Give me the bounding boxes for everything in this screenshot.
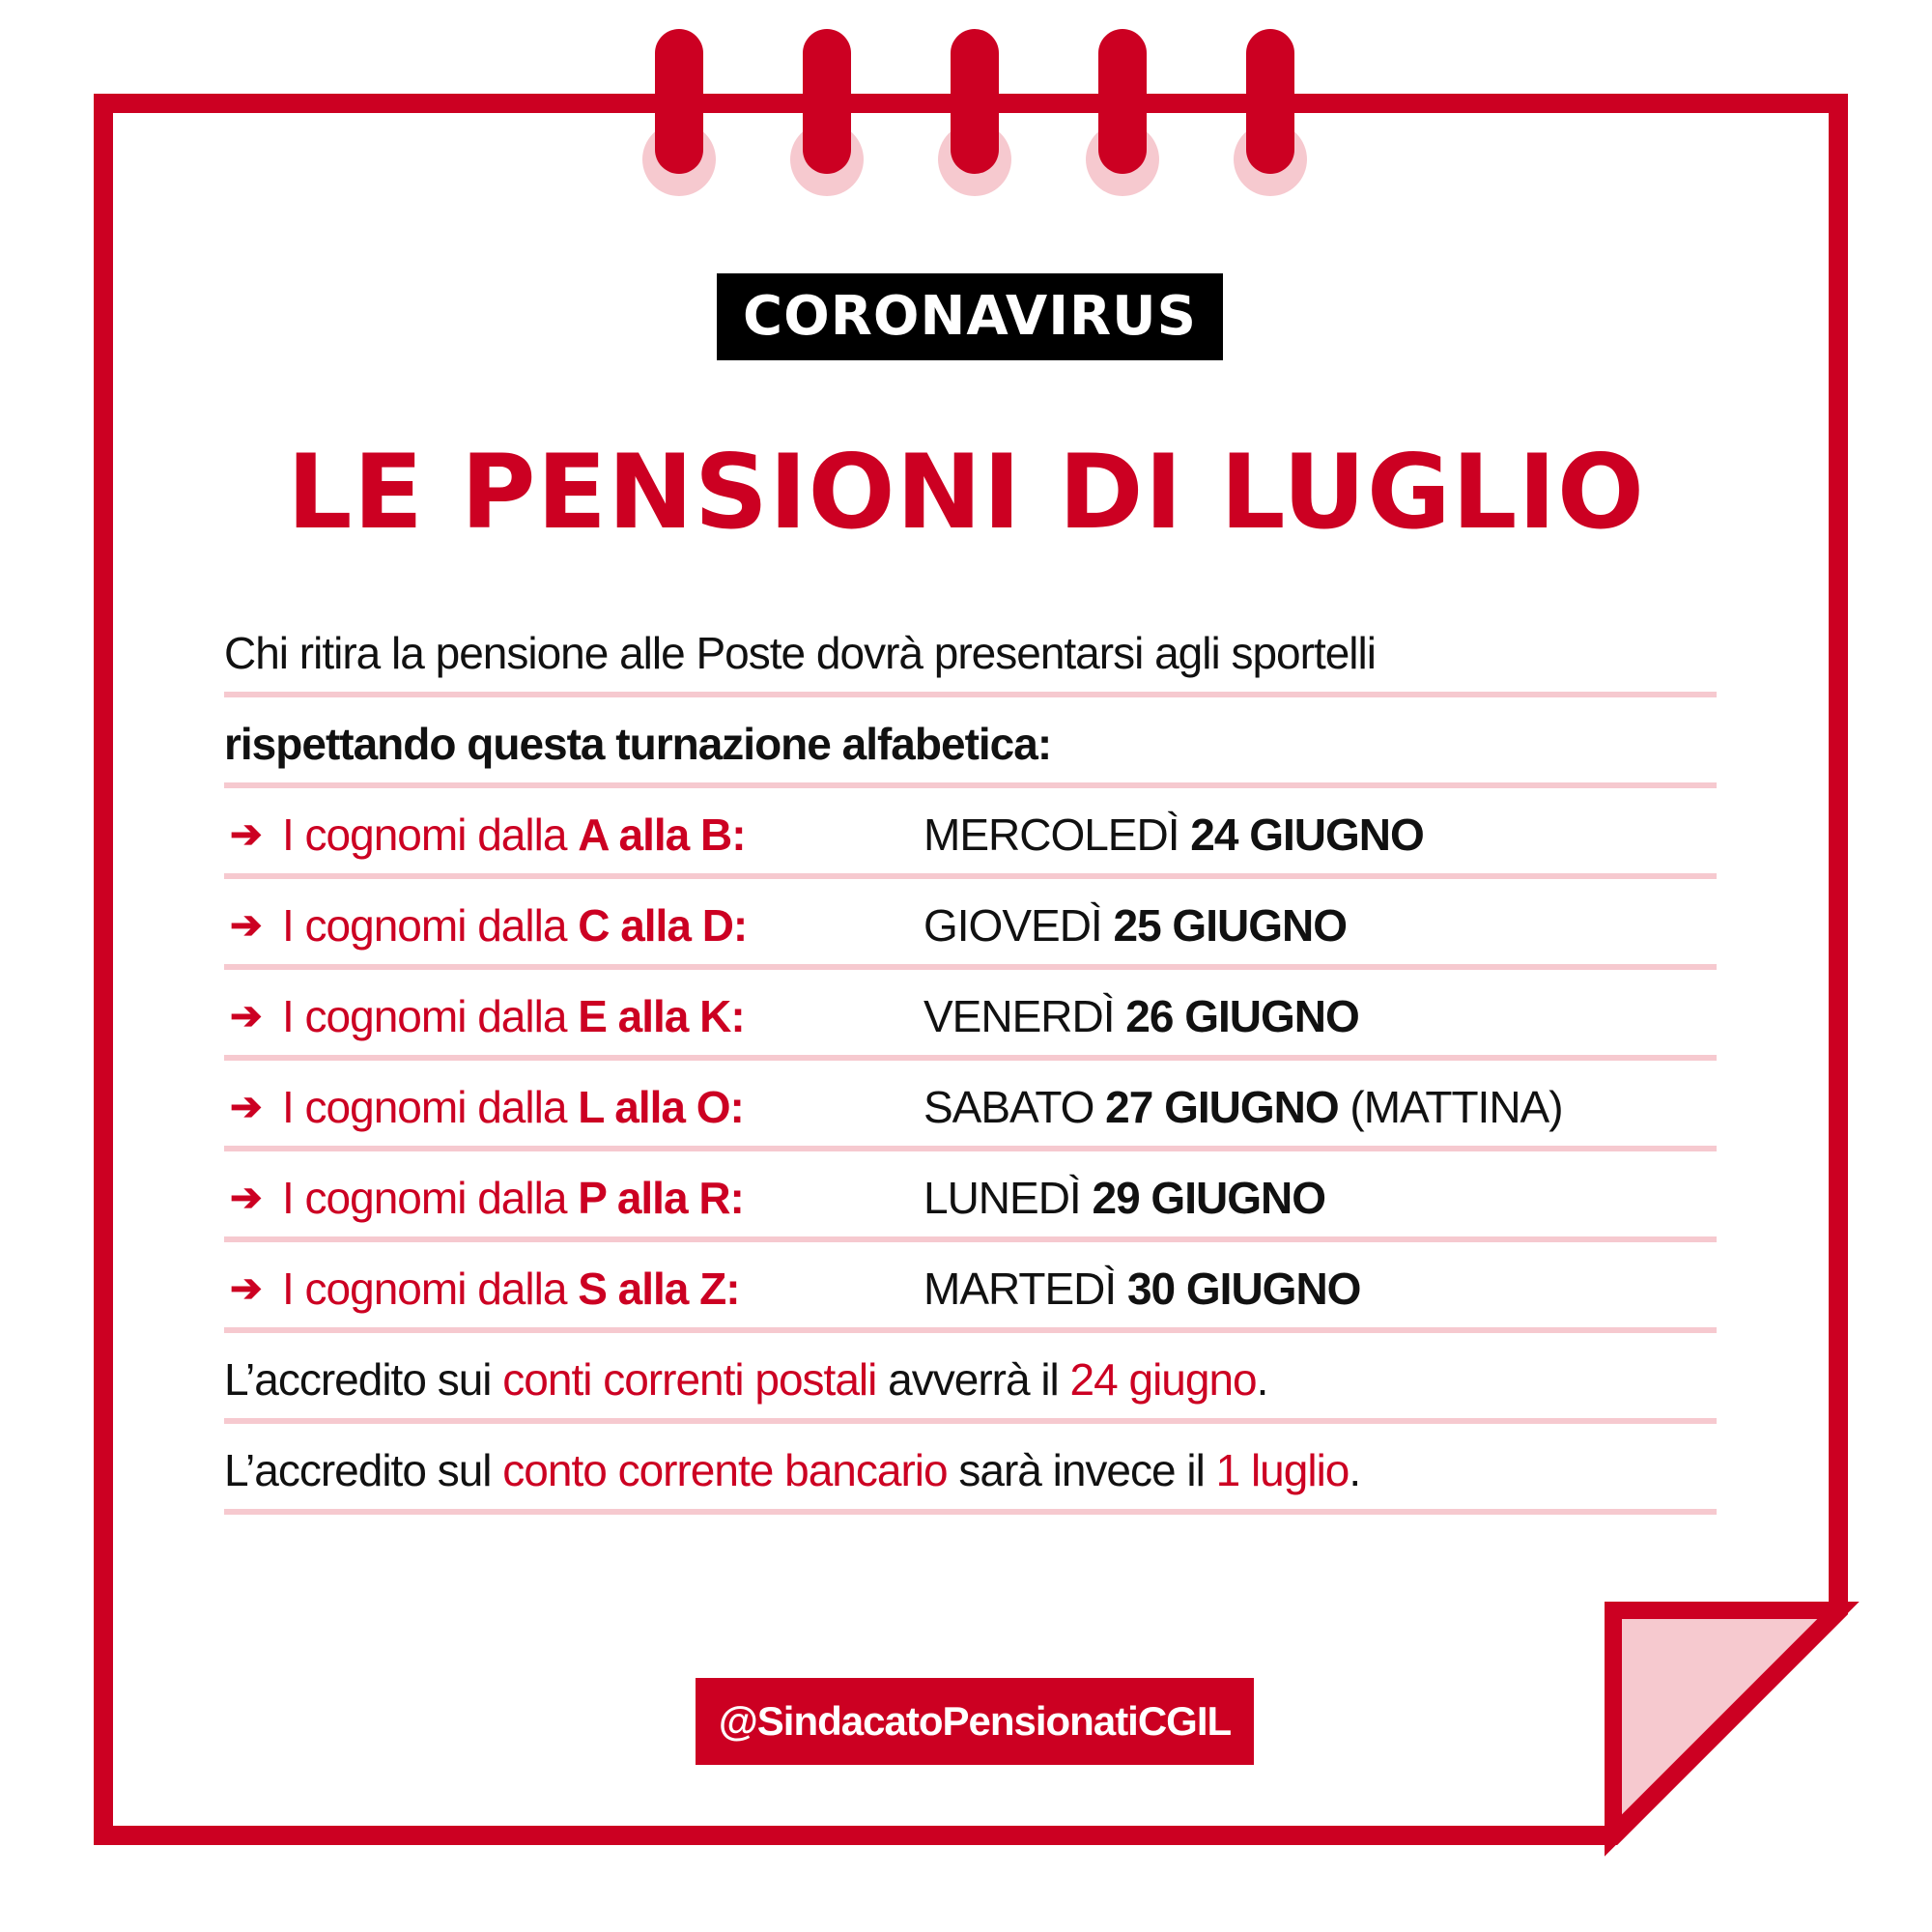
coronavirus-tag: CORONAVIRUS	[717, 273, 1223, 360]
pickup-date	[923, 1063, 1563, 1151]
surname-letters: P alla R:	[578, 1173, 744, 1223]
surname-range	[282, 1153, 744, 1242]
surname-letters: L alla O:	[578, 1082, 744, 1132]
schedule-row	[224, 881, 1717, 970]
weekday: VENERDÌ	[923, 991, 1126, 1041]
intro-line-2	[224, 699, 1717, 788]
surname-range	[282, 881, 747, 970]
intro-line-1	[224, 609, 1717, 697]
surname-prefix: I cognomi dalla	[282, 991, 579, 1041]
folded-corner-icon	[1613, 1610, 1838, 1835]
surname-prefix: I cognomi dalla	[282, 1173, 579, 1223]
pickup-date	[923, 1153, 1325, 1242]
date-value: 29 GIUGNO	[1092, 1173, 1325, 1223]
weekday: GIOVEDÌ	[923, 900, 1114, 951]
schedule-row	[224, 790, 1717, 879]
note-text: L’accredito sul	[224, 1445, 503, 1495]
arrow-right-icon: ➔	[230, 995, 262, 1037]
schedule-row	[224, 972, 1717, 1061]
note-date: 24 giugno	[1069, 1354, 1257, 1405]
intro-text-1: Chi ritira la pensione alle Poste dovrà presentarsi agli sportelli	[224, 628, 1376, 678]
surname-letters: A alla B:	[578, 810, 746, 860]
pickup-date	[923, 972, 1359, 1061]
page-title: LE PENSIONI DI LUGLIO	[287, 433, 1645, 552]
note-text: L’accredito sui	[224, 1354, 503, 1405]
date-note: (MATTINA)	[1338, 1082, 1563, 1132]
intro-text-2: rispettando questa turnazione alfabetica:	[224, 719, 1052, 769]
schedule-row	[224, 1063, 1717, 1151]
note-text: avverrà il	[876, 1354, 1070, 1405]
postal-account-note	[224, 1335, 1717, 1424]
note-text: .	[1349, 1445, 1361, 1495]
surname-range	[282, 1244, 740, 1333]
note-highlight: conto corrente bancario	[502, 1445, 948, 1495]
arrow-right-icon: ➔	[230, 1086, 262, 1128]
weekday: MARTEDÌ	[923, 1264, 1127, 1314]
arrow-right-icon: ➔	[230, 904, 262, 947]
date-value: 27 GIUGNO	[1105, 1082, 1339, 1132]
date-value: 30 GIUGNO	[1126, 1264, 1361, 1314]
surname-prefix: I cognomi dalla	[282, 1264, 579, 1314]
arrow-right-icon: ➔	[230, 1267, 262, 1310]
date-value: 26 GIUGNO	[1125, 991, 1359, 1041]
schedule-row	[224, 1244, 1717, 1333]
pickup-date	[923, 790, 1424, 879]
pickup-date	[923, 1244, 1360, 1333]
note-highlight: conti correnti postali	[502, 1354, 877, 1405]
date-value: 25 GIUGNO	[1113, 900, 1347, 951]
note-date: 1 luglio	[1215, 1445, 1350, 1495]
surname-prefix: I cognomi dalla	[282, 1082, 579, 1132]
surname-range	[282, 790, 746, 879]
surname-range	[282, 1063, 744, 1151]
surname-letters: S alla Z:	[578, 1264, 740, 1314]
surname-letters: C alla D:	[578, 900, 748, 951]
surname-letters: E alla K:	[578, 991, 745, 1041]
surname-prefix: I cognomi dalla	[282, 900, 579, 951]
schedule-row	[224, 1153, 1717, 1242]
pickup-date	[923, 881, 1347, 970]
weekday: MERCOLEDÌ	[923, 810, 1191, 860]
date-value: 24 GIUGNO	[1190, 810, 1424, 860]
note-text: sarà invece il	[947, 1445, 1216, 1495]
bank-account-note	[224, 1426, 1717, 1515]
arrow-right-icon: ➔	[230, 813, 262, 856]
surname-prefix: I cognomi dalla	[282, 810, 579, 860]
social-handle[interactable]: @SindacatoPensionatiCGIL	[696, 1678, 1254, 1765]
weekday: SABATO	[923, 1082, 1106, 1132]
weekday: LUNEDÌ	[923, 1173, 1093, 1223]
note-text: .	[1256, 1354, 1268, 1405]
surname-range	[282, 972, 745, 1061]
arrow-right-icon: ➔	[230, 1177, 262, 1219]
